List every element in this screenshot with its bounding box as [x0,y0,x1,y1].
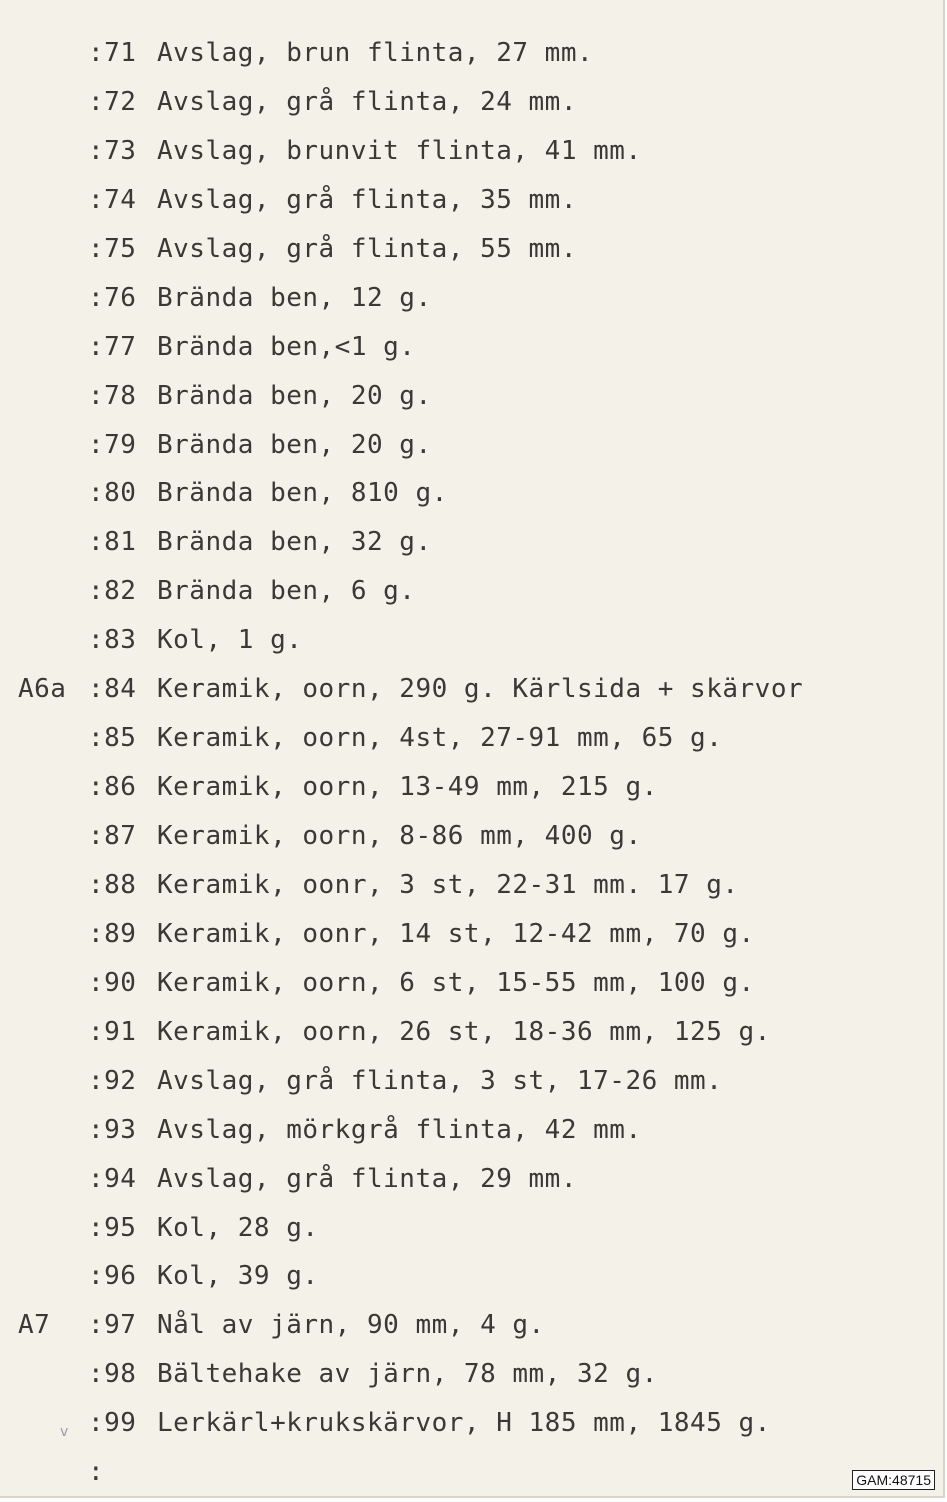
entry-number: :81 [88,527,137,558]
entry-description: Keramik, oonr, 14 st, 12-42 mm, 70 g. [157,918,755,949]
entry-number: :98 [88,1359,137,1390]
entry-description: Nål av järn, 90 mm, 4 g. [157,1310,545,1341]
entry-number: :87 [88,821,137,851]
entry-number: :96 [88,1261,137,1292]
entry-row [0,768,945,817]
entry-description: Brända ben, 6 g. [157,576,416,607]
entry-description: Avslag, grå flinta, 29 mm. [157,1163,577,1194]
entry-number: :91 [88,1016,137,1047]
entry-row [0,83,945,132]
entry-description: Avslag, grå flinta, 3 st, 17-26 mm. [157,1065,723,1096]
entry-description: Kol, 39 g. [157,1261,319,1292]
entry-row [0,964,945,1013]
entry-description: Keramik, oorn, 6 st, 15-55 mm, 100 g. [157,967,755,998]
entry-number: : [88,1457,105,1488]
entry-description: Keramik, oorn, 4st, 27-91 mm, 65 g. [157,723,723,754]
entry-description: Kol, 1 g. [157,625,303,656]
entry-number: :73 [88,135,137,166]
entry-row [0,670,945,719]
entry-row [0,1257,945,1306]
entry-description: Bältehake av järn, 78 mm, 32 g. [157,1359,658,1390]
entry-description: Keramik, oorn, 8-86 mm, 400 g. [157,821,642,851]
entry-row [0,572,945,621]
entry-description: Keramik, oorn, 26 st, 18-36 mm, 125 g. [157,1016,771,1047]
entry-row [0,230,945,279]
entry-row [0,34,945,83]
catalog-id-label: GAM:48715 [852,1470,935,1490]
entry-row [0,1404,945,1453]
entry-description: Keramik, oonr, 3 st, 22-31 mm. 17 g. [157,869,739,900]
entry-number: :92 [88,1065,137,1096]
entry-number: :72 [88,86,137,117]
entry-number: :88 [88,869,137,900]
entry-number: :74 [88,184,137,215]
entry-number: :89 [88,918,137,949]
entry-description: Avslag, grå flinta, 55 mm. [157,233,577,264]
entry-description: Avslag, grå flinta, 35 mm. [157,184,577,215]
entry-row [0,474,945,523]
entry-row [0,426,945,475]
entry-context: A7 [18,1310,51,1341]
entry-number: :78 [88,380,137,411]
entry-number: :80 [88,478,137,509]
entry-description: Brända ben, 12 g. [157,282,432,313]
entry-row [0,132,945,181]
entry-number: :75 [88,233,137,264]
entry-description: Keramik, oorn, 290 g. Kärlsida + skärvor [157,674,804,705]
entry-number: :77 [88,331,137,362]
entry-row [0,1013,945,1062]
entry-row [0,523,945,572]
entry-number: :97 [88,1310,137,1341]
entry-row [0,817,945,866]
entry-number: :90 [88,967,137,998]
entry-row [0,621,945,670]
entry-number: :94 [88,1163,137,1194]
entry-description: Keramik, oorn, 13-49 mm, 215 g. [157,772,658,803]
entry-number: :99 [88,1408,137,1439]
entry-number: :85 [88,723,137,754]
entry-number: :93 [88,1114,137,1145]
entry-description: Avslag, brunvit flinta, 41 mm. [157,135,642,166]
entry-description: Lerkärl+krukskärvor, H 185 mm, 1845 g. [157,1408,771,1439]
entry-number: :95 [88,1212,137,1243]
check-mark: v [60,1424,69,1440]
entry-number: :82 [88,576,137,607]
entry-row [0,1111,945,1160]
entry-row [0,866,945,915]
entry-row [0,1306,945,1355]
entry-number: :76 [88,282,137,313]
entry-row [0,1355,945,1404]
entry-number: :71 [88,38,137,68]
entry-description: Brända ben, 810 g. [157,478,448,509]
entry-row [0,279,945,328]
entry-row [0,181,945,230]
entry-description: Brända ben,<1 g. [157,331,416,362]
entry-description: Brända ben, 20 g. [157,429,432,460]
entry-row [0,1160,945,1209]
entry-row [0,1453,945,1502]
entry-number: :79 [88,429,137,460]
entry-context: A6a [18,674,67,705]
entry-row [0,328,945,377]
entry-description: Avslag, grå flinta, 24 mm. [157,86,577,117]
entry-number: :84 [88,674,137,705]
entry-list [0,34,945,1502]
entry-row [0,1062,945,1111]
entry-description: Brända ben, 32 g. [157,527,432,558]
entry-number: :83 [88,625,137,656]
entry-row [0,1209,945,1258]
entry-row [0,915,945,964]
entry-description: Avslag, mörkgrå flinta, 42 mm. [157,1114,642,1145]
entry-description: Avslag, brun flinta, 27 mm. [157,38,594,68]
entry-description: Kol, 28 g. [157,1212,319,1243]
entry-row [0,719,945,768]
entry-number: :86 [88,772,137,803]
entry-description: Brända ben, 20 g. [157,380,432,411]
entry-row [0,377,945,426]
